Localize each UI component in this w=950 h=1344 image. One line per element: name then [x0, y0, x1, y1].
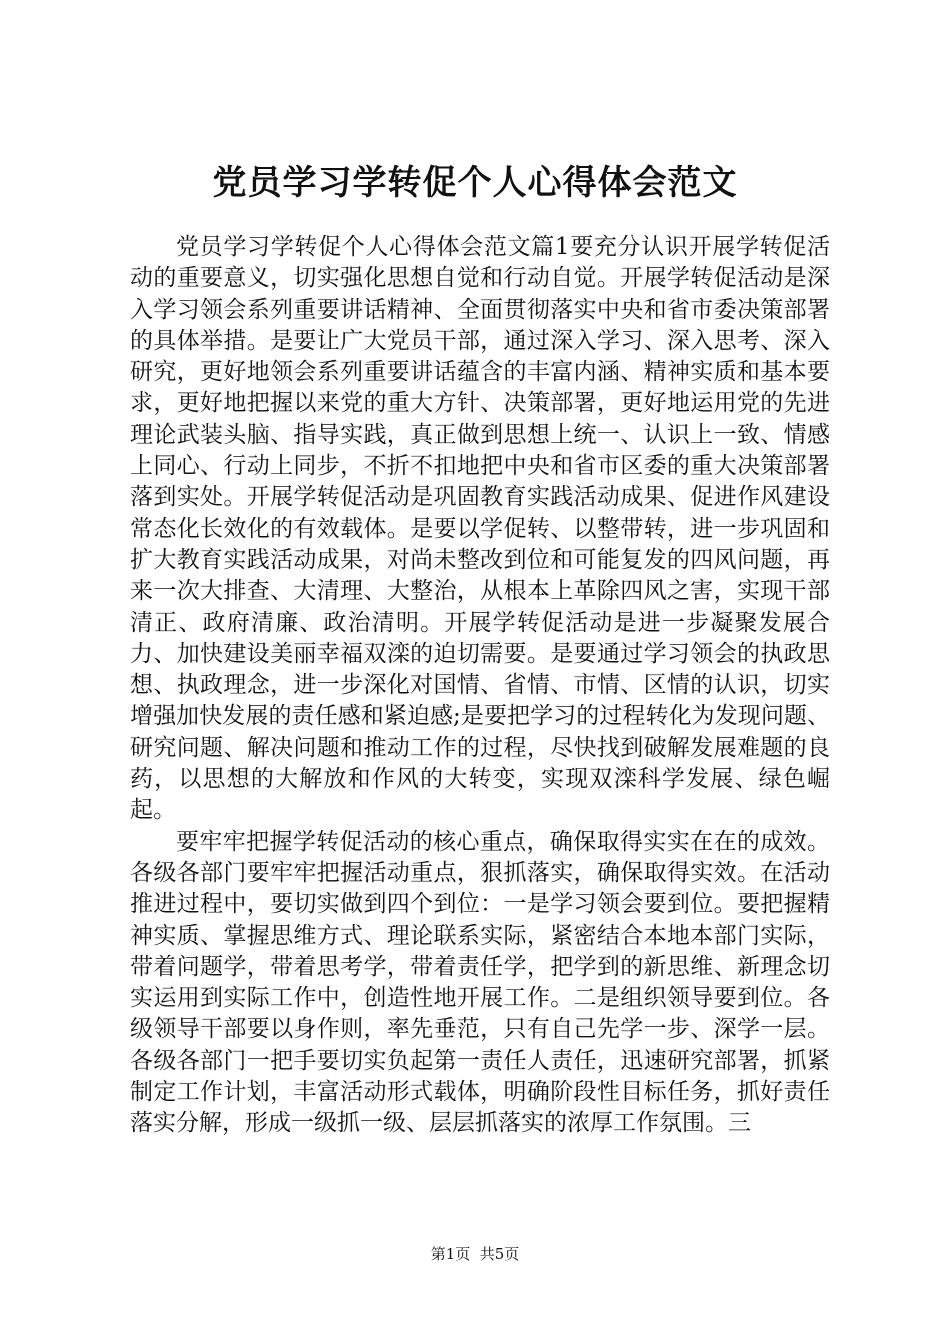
paragraph-2: 要牢牢把握学转促活动的核心重点，确保取得实实在在的成效。各级各部门要牢牢把握活动重点，狠抓落实，确保取得实效。在活动推进过程中，要切实做到四个到位：一是学习领会要到位。要把握精神实质、掌握思维方式、理论联系实际，紧密结合本地本部门实际，带着问题学，带着思考学，带着责任学，把学到的新思维、新理念切实运用到实际工作中，创造性地开展工作。二是组织领导要到位。各级领导干部要以身作则，率先垂范，只有自己先学一步、深学一层。各级各部门一把手要切实负起第一责任人责任，迅速研究部署，抓紧制定工作计划，丰富活动形式载体，明确阶段性目标任务，抓好责任落实分解，形成一级抓一级、层层抓落实的浓厚工作氛围。三 [130, 828, 830, 1137]
paragraph-1: 党员学习学转促个人心得体会范文篇1要充分认识开展学转促活动的重要意义，切实强化思想自觉和行动自觉。开展学转促活动是深入学习领会系列重要讲话精神、全面贯彻落实中央和省市委决策部署的具体举措。是要让广大党员干部，通过深入学习、深入思考、深入研究，更好地领会系列重要讲话蕴含的丰富内涵、精神实质和基本要求，更好地把握以来党的重大方针、决策部署，更好地运用党的先进理论武装头脑、指导实践，真正做到思想上统一、认识上一致、情感上同心、行动上同步，不折不扣地把中央和省市区委的重大决策部署落到实处。开展学转促活动是巩固教育实践活动成果、促进作风建设常态化长效化的有效载体。是要以学促转、以整带转，进一步巩固和扩大教育实践活动成果，对尚未整改到位和可能复发的四风问题，再来一次大排查、大清理、大整治，从根本上革除四风之害，实现干部清正、政府清廉、政治清明。开展学转促活动是进一步凝聚发展合力、加快建设美丽幸福双滦的迫切需要。是要通过学习领会的执政思想、执政理念，进一步深化对国情、省情、市情、区情的认识，切实增强加快发展的责任感和紧迫感;是要把学习的过程转化为发现问题、研究问题、解决问题和推动工作的过程，尽快找到破解发展难题的良药，以思想的大解放和作风的大转变，实现双滦科学发展、绿色崛起。 [130, 234, 830, 824]
document-body [130, 232, 830, 1140]
page-footer [0, 1244, 950, 1264]
page-number: 第1页 共5页 [430, 1245, 520, 1263]
document-title: 党员学习学转促个人心得体会范文 [212, 163, 738, 203]
